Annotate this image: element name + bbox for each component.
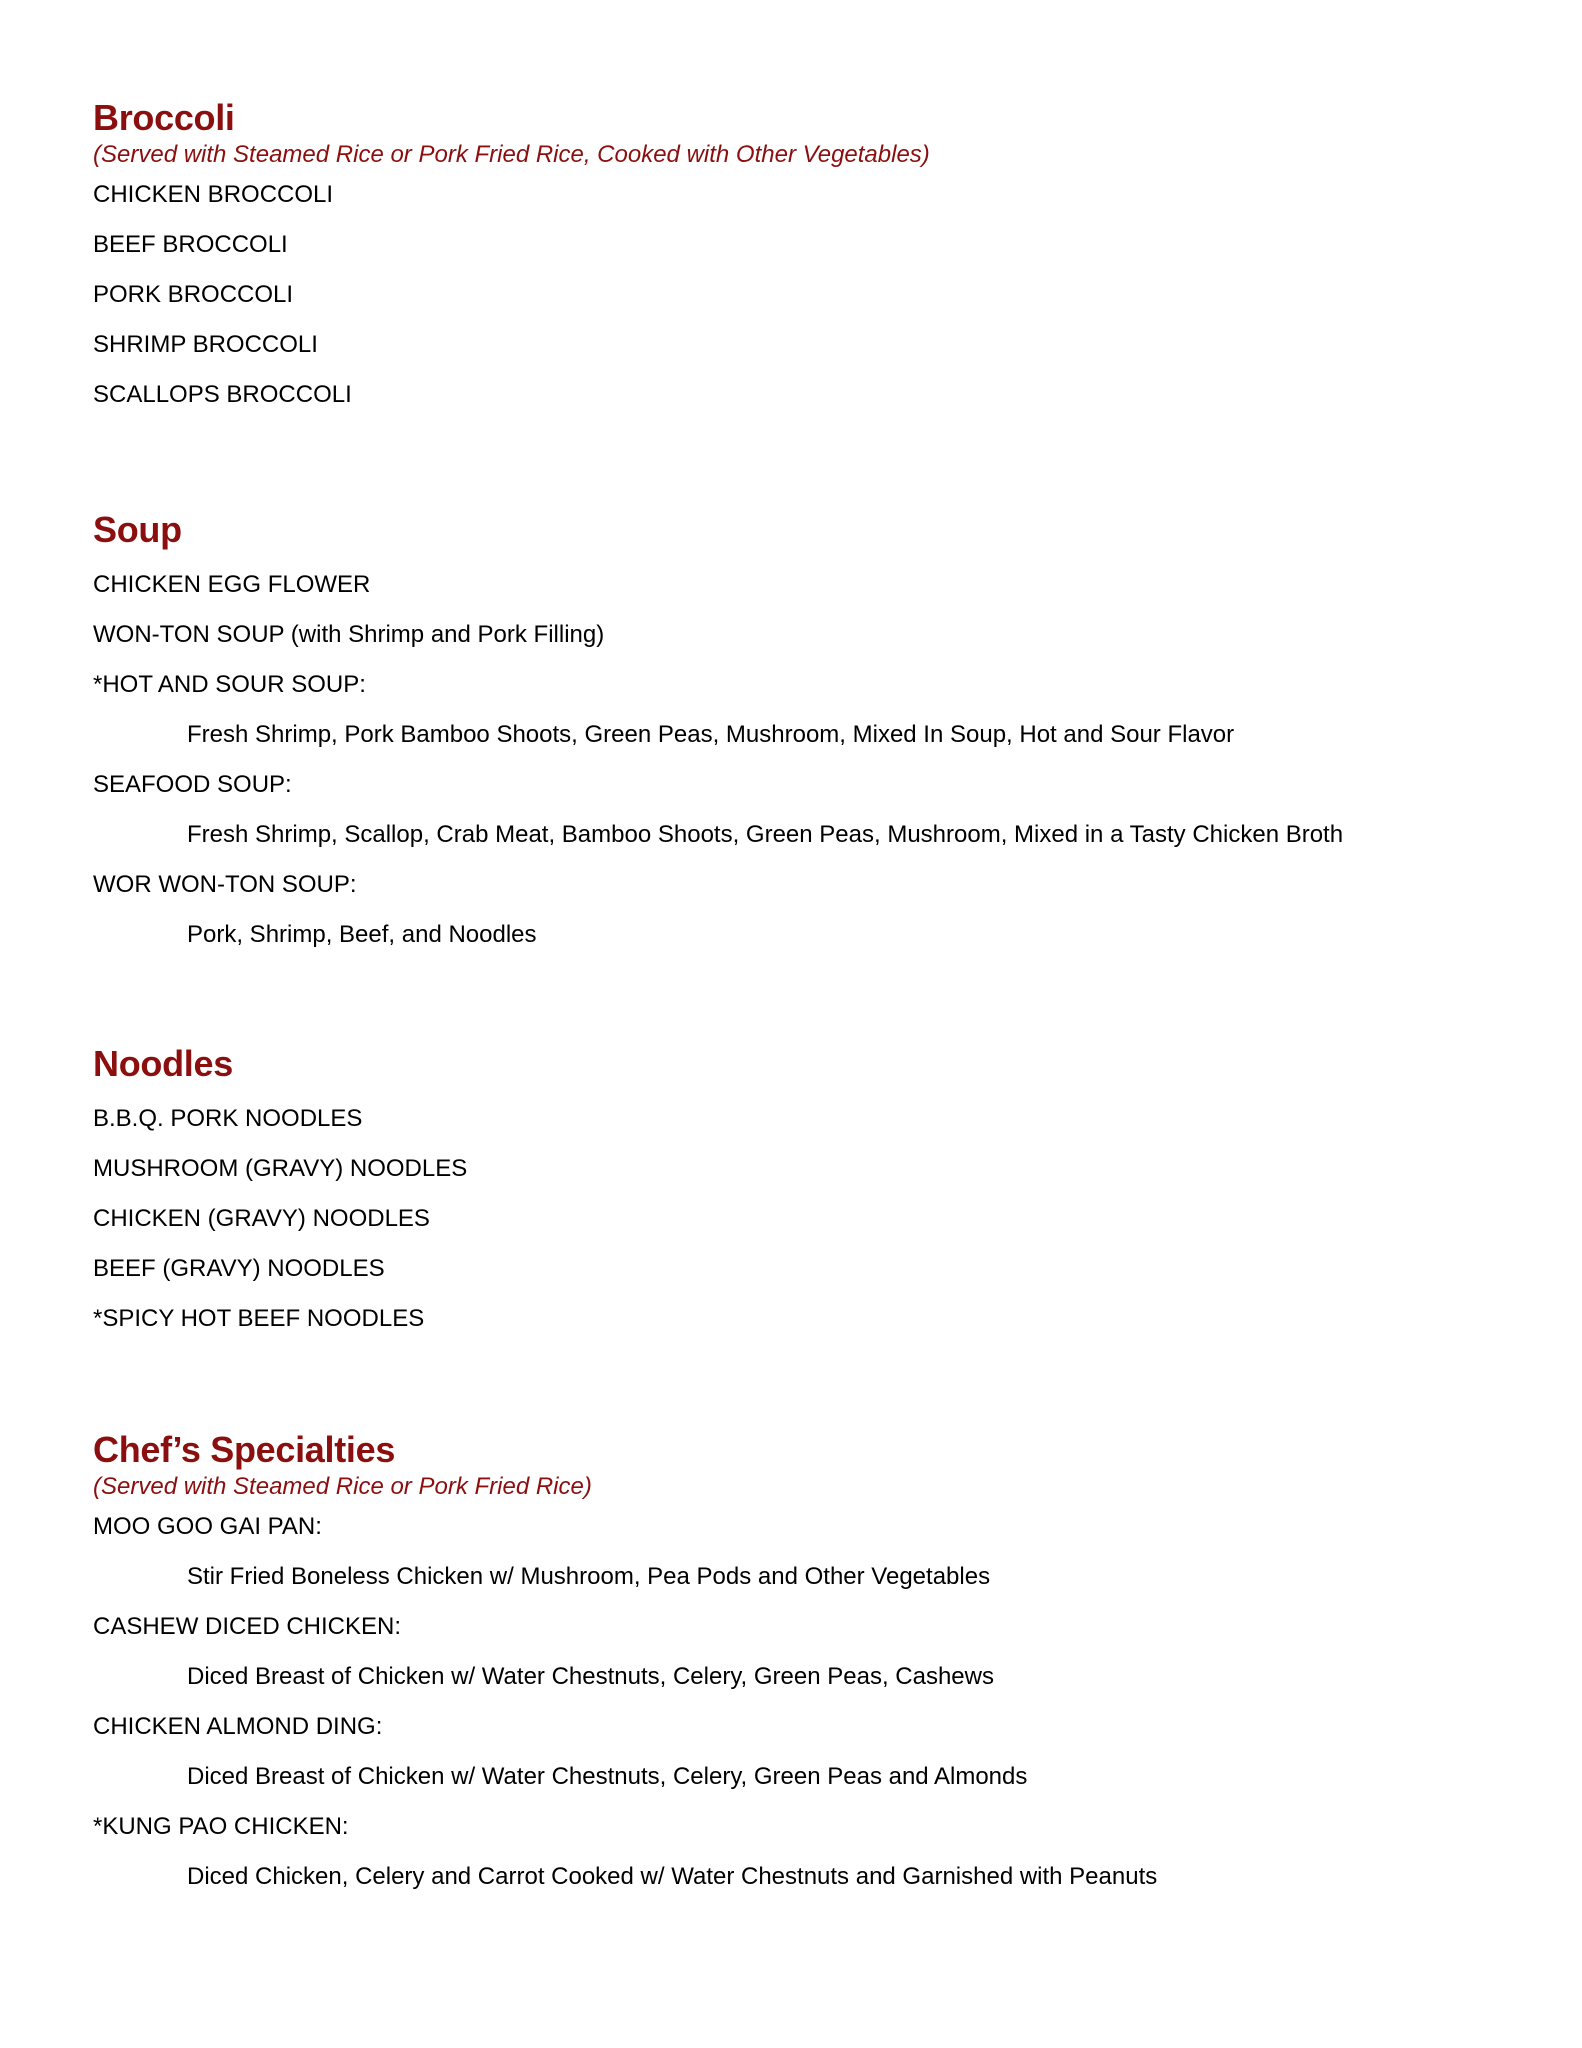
section-noodles [93, 1042, 467, 1344]
section-soup [93, 508, 1343, 960]
section-title: Soup [93, 509, 182, 550]
section-broccoli [93, 96, 930, 420]
menu-item: CHICKEN BROCCOLI [93, 181, 334, 208]
menu-item-description: Fresh Shrimp, Pork Bamboo Shoots, Green Peas, Mushroom, Mixed In Soup, Hot and Sour Flavor [187, 721, 1235, 748]
item-list [93, 1502, 1157, 1902]
menu-item: CHICKEN (GRAVY) NOODLES [93, 1205, 430, 1232]
menu-item: MUSHROOM (GRAVY) NOODLES [93, 1155, 468, 1182]
menu-item-description: Diced Chicken, Celery and Carrot Cooked w/ Water Chestnuts and Garnished with Peanuts [187, 1863, 1158, 1890]
item-list [93, 170, 930, 420]
menu-item: BEEF BROCCOLI [93, 231, 288, 258]
section-title: Noodles [93, 1043, 233, 1084]
section-chefs-specialties [93, 1428, 1157, 1902]
menu-item: BEEF (GRAVY) NOODLES [93, 1255, 385, 1282]
menu-item: SCALLOPS BROCCOLI [93, 381, 352, 408]
menu-item: *KUNG PAO CHICKEN: [93, 1813, 349, 1840]
menu-item-description: Diced Breast of Chicken w/ Water Chestnuts, Celery, Green Peas and Almonds [187, 1763, 1028, 1790]
menu-item: WON-TON SOUP (with Shrimp and Pork Filling) [93, 621, 605, 648]
menu-item: *HOT AND SOUR SOUP: [93, 671, 366, 698]
section-title: Chef’s Specialties [93, 1429, 396, 1470]
item-list [93, 1094, 467, 1344]
menu-item: *SPICY HOT BEEF NOODLES [93, 1305, 425, 1332]
menu-item: SHRIMP BROCCOLI [93, 331, 318, 358]
menu-item: PORK BROCCOLI [93, 281, 294, 308]
menu-item-description: Fresh Shrimp, Scallop, Crab Meat, Bamboo Shoots, Green Peas, Mushroom, Mixed in a Tasty Chicken Broth [187, 821, 1344, 848]
section-note: (Served with Steamed Rice or Pork Fried Rice) [93, 1473, 592, 1500]
menu-item: CHICKEN ALMOND DING: [93, 1713, 383, 1740]
menu-item: B.B.Q. PORK NOODLES [93, 1105, 363, 1132]
menu-item: CASHEW DICED CHICKEN: [93, 1613, 402, 1640]
section-title: Broccoli [93, 97, 235, 138]
item-list [93, 560, 1343, 960]
menu-item-description: Stir Fried Boneless Chicken w/ Mushroom, Pea Pods and Other Vegetables [187, 1563, 991, 1590]
menu-item: WOR WON-TON SOUP: [93, 871, 357, 898]
section-note: (Served with Steamed Rice or Pork Fried Rice, Cooked with Other Vegetables) [93, 141, 930, 168]
menu-item: CHICKEN EGG FLOWER [93, 571, 371, 598]
menu-item-description: Pork, Shrimp, Beef, and Noodles [187, 921, 537, 948]
menu-item: SEAFOOD SOUP: [93, 771, 292, 798]
menu-item: MOO GOO GAI PAN: [93, 1513, 322, 1540]
menu-item-description: Diced Breast of Chicken w/ Water Chestnuts, Celery, Green Peas, Cashews [187, 1663, 994, 1690]
